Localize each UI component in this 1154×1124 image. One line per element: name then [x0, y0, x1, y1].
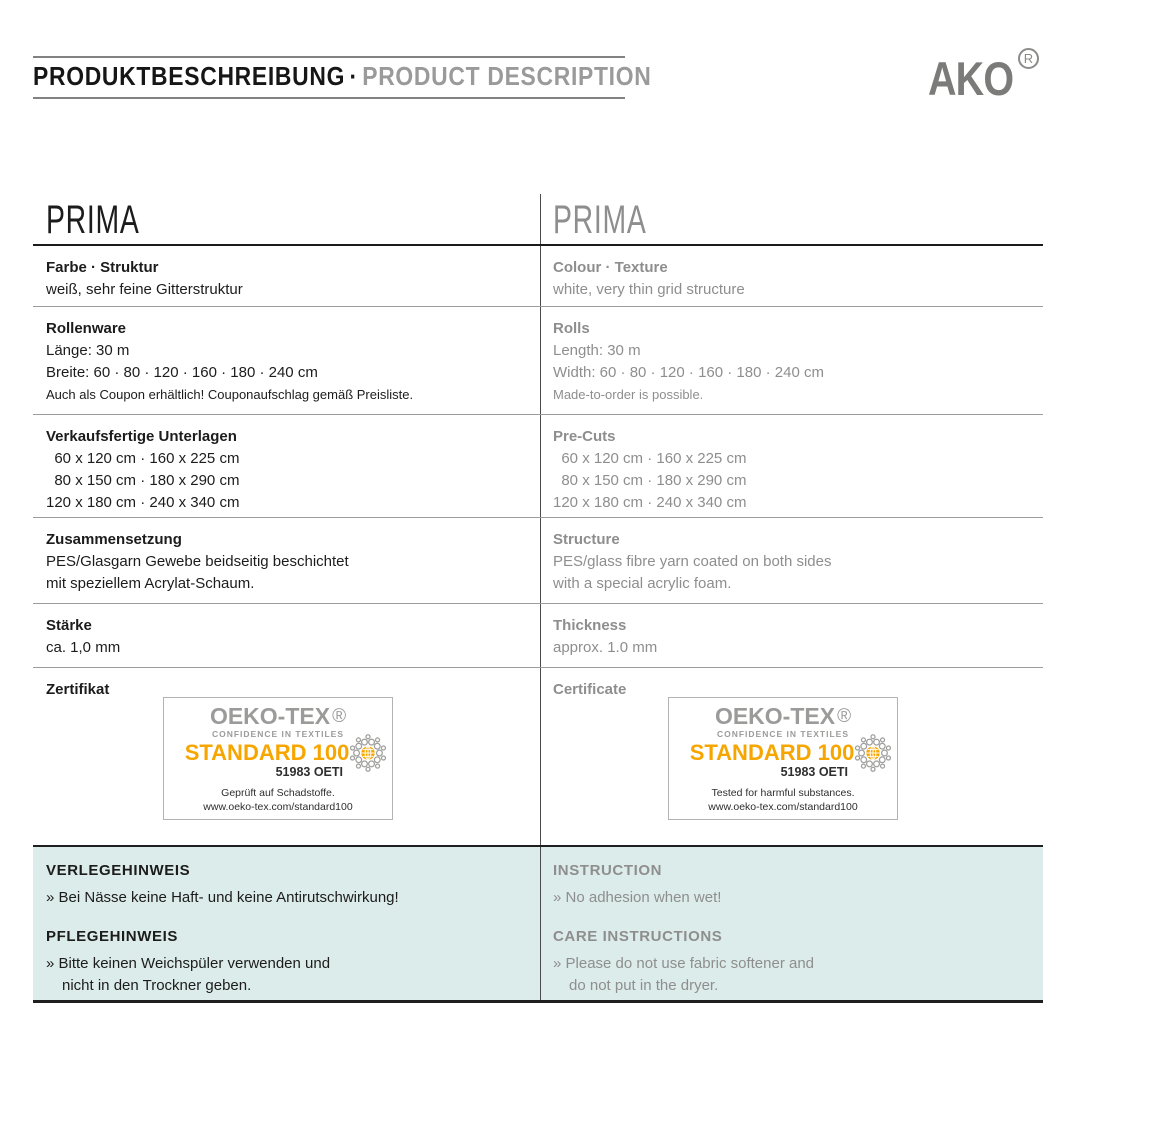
product-name-english: PRIMA	[553, 198, 647, 242]
care-line: » Please do not use fabric softener and	[553, 955, 815, 972]
oeko-tex-standard: STANDARD 100	[184, 740, 350, 765]
section-title: Pre-Cuts	[553, 428, 616, 445]
section-line: Length: 30 m	[553, 342, 641, 359]
section-line: 60 x 120 cm · 160 x 225 cm	[46, 450, 240, 467]
section-line: approx. 1.0 mm	[553, 639, 658, 656]
product-title-cell-en	[541, 194, 1043, 244]
section-line: mit speziellem Acrylat-Schaum.	[46, 575, 255, 592]
section-precuts-en	[541, 415, 1043, 517]
ako-logo	[928, 51, 1034, 105]
section-title: Stärke	[46, 617, 92, 634]
section-line: 60 x 120 cm · 160 x 225 cm	[553, 450, 747, 467]
ako-logo-text: AKO	[928, 52, 1014, 105]
section-line: Width: 60 · 80 · 120 · 160 · 180 · 240 cm	[553, 364, 824, 381]
section-line: 120 x 180 cm · 240 x 340 cm	[553, 494, 747, 511]
certificate-note: Tested for harmful substances.	[711, 787, 855, 799]
section-thickness-de	[33, 604, 541, 667]
oeko-tex-brand	[669, 704, 897, 729]
instruction-box	[33, 845, 1043, 1003]
page-title-german: PRODUKTBESCHREIBUNG	[33, 61, 346, 91]
section-title: Thickness	[553, 617, 627, 634]
oeko-tex-tagline: CONFIDENCE IN TEXTILES	[716, 729, 850, 739]
instruction-title: VERLEGEHINWEIS	[46, 862, 191, 879]
oeko-tex-brand-text: OEKO-TEX	[714, 703, 836, 729]
header-title-band	[33, 56, 652, 99]
section-title: Farbe · Struktur	[46, 259, 159, 276]
section-line: PES/Glasgarn Gewebe beidseitig beschichtet	[46, 553, 349, 570]
page-title-english: PRODUCT DESCRIPTION	[362, 61, 652, 91]
section-rolls-de	[33, 307, 541, 414]
certificate-url: www.oeko-tex.com/standard100	[708, 801, 858, 813]
section-line: Länge: 30 m	[46, 342, 130, 359]
section-title: Zusammensetzung	[46, 531, 182, 548]
oeko-tex-brand	[164, 704, 392, 729]
section-structure	[33, 518, 1043, 604]
title-separator-dot: ·	[349, 61, 358, 91]
section-line: white, very thin grid structure	[553, 281, 745, 298]
product-title-row	[33, 194, 1043, 246]
certificate-number: 51983 OETI	[275, 765, 343, 779]
content-grid	[33, 194, 1043, 1003]
section-certificate-de	[33, 668, 541, 845]
section-line: 80 x 150 cm · 180 x 290 cm	[46, 472, 240, 489]
instruction-title: INSTRUCTION	[553, 862, 663, 879]
registered-trademark-icon: ®	[837, 706, 852, 727]
oeko-tex-label-german	[163, 697, 393, 820]
section-line: 80 x 150 cm · 180 x 290 cm	[553, 472, 747, 489]
certificate-note: Geprüft auf Schadstoffe.	[221, 787, 335, 799]
care-line-continued: do not put in the dryer.	[569, 977, 719, 994]
section-title: Rollenware	[46, 320, 127, 337]
instruction-box-de	[33, 847, 541, 1000]
section-line: Breite: 60 · 80 · 120 · 160 · 180 · 240 cm	[46, 364, 318, 381]
oeko-tex-standard: STANDARD 100	[689, 740, 855, 765]
section-colour-de	[33, 246, 541, 306]
oeti-flower-globe-icon	[852, 732, 894, 774]
section-title: Verkaufsfertige Unterlagen	[46, 428, 237, 445]
oeti-flower-globe-icon	[347, 732, 389, 774]
section-structure-de	[33, 518, 541, 603]
product-title-cell-de	[33, 194, 541, 244]
product-name-german: PRIMA	[46, 198, 140, 242]
instruction-box-en	[541, 847, 1043, 1000]
section-line: with a special acrylic foam.	[553, 575, 732, 592]
section-rolls-en	[541, 307, 1043, 414]
section-precuts	[33, 415, 1043, 518]
section-precuts-de	[33, 415, 541, 517]
section-thickness-en	[541, 604, 1043, 667]
certificate-number: 51983 OETI	[780, 765, 848, 779]
registered-trademark-icon: ®	[332, 706, 347, 727]
section-title: Colour · Texture	[553, 259, 668, 276]
section-certificate-en	[541, 668, 1043, 845]
oeko-tex-label-english	[668, 697, 898, 820]
section-colour-en	[541, 246, 1043, 306]
section-note: Auch als Coupon erhältlich! Couponaufschlag gemäß Preisliste.	[46, 387, 414, 402]
section-line: weiß, sehr feine Gitterstruktur	[46, 281, 243, 298]
section-thickness	[33, 604, 1043, 668]
instruction-line: » No adhesion when wet!	[553, 889, 722, 906]
care-line-continued: nicht in den Trockner geben.	[62, 977, 252, 994]
certificate-url: www.oeko-tex.com/standard100	[203, 801, 353, 813]
section-title: Certificate	[553, 681, 627, 698]
section-structure-en	[541, 518, 1043, 603]
section-line: 120 x 180 cm · 240 x 340 cm	[46, 494, 240, 511]
oeko-tex-brand-text: OEKO-TEX	[209, 703, 331, 729]
section-title: Zertifikat	[46, 681, 110, 698]
instruction-line: » Bei Nässe keine Haft- und keine Antirutschwirkung!	[46, 889, 399, 906]
care-title: CARE INSTRUCTIONS	[553, 928, 723, 945]
section-certificate	[33, 668, 1043, 845]
registered-trademark-icon: R	[1018, 48, 1039, 69]
section-line: ca. 1,0 mm	[46, 639, 121, 656]
section-line: PES/glass fibre yarn coated on both sides	[553, 553, 832, 570]
care-line: » Bitte keinen Weichspüler verwenden und	[46, 955, 331, 972]
section-colour	[33, 246, 1043, 307]
oeko-tex-tagline: CONFIDENCE IN TEXTILES	[211, 729, 345, 739]
section-note: Made-to-order is possible.	[553, 387, 704, 402]
page-title	[33, 61, 651, 92]
section-title: Structure	[553, 531, 620, 548]
care-title: PFLEGEHINWEIS	[46, 928, 178, 945]
section-rolls	[33, 307, 1043, 415]
section-title: Rolls	[553, 320, 590, 337]
